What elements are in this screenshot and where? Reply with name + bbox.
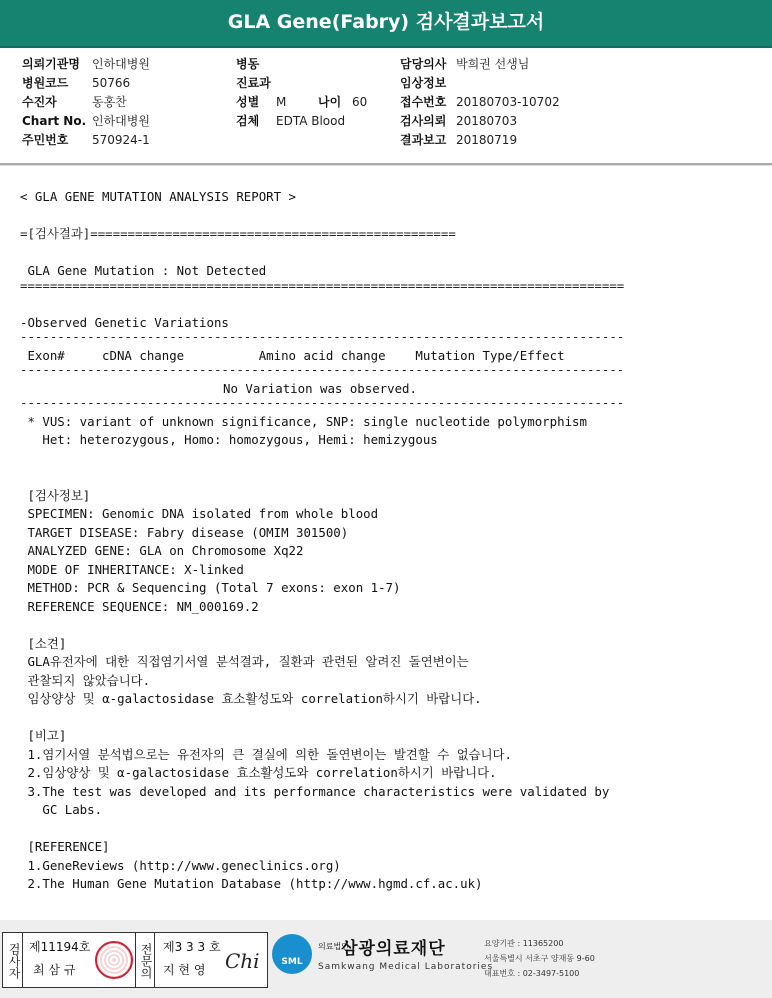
header-value: 20180719 (456, 133, 518, 147)
specialist-signature: Chi (225, 949, 260, 973)
org-english-name: Samkwang Medical Laboratories (318, 962, 494, 972)
signature-box (2, 932, 268, 988)
header-row-specimen (236, 112, 367, 131)
header-col-2 (236, 55, 367, 131)
examiner-license: 제11194호 (29, 940, 91, 954)
report-body (20, 188, 760, 894)
header-row-patient (22, 93, 150, 112)
header-label: 병동 (236, 57, 260, 71)
logo-text: SML (281, 957, 303, 967)
org-type-label: 의료법인 (318, 941, 349, 951)
header-label: 병원코드 (22, 76, 69, 90)
spacer (20, 468, 760, 487)
no-variation-text: No Variation was observed. (223, 380, 417, 396)
contact-line: 요양기관 : 11365200 (484, 939, 564, 948)
observed-heading: -Observed Genetic Variations (20, 314, 229, 330)
note-line: GC Labs. (20, 802, 103, 817)
header-row-dept (236, 74, 367, 93)
info-heading: [검사정보] (20, 487, 91, 503)
header-row-doctor (400, 55, 560, 74)
header-label: 의뢰기관명 (22, 57, 80, 71)
spacer (20, 295, 760, 314)
header-row-report-date (400, 131, 560, 150)
examiner-name: 최 삼 규 (33, 963, 76, 977)
spacer (20, 616, 760, 635)
header-value: 인하대병원 (92, 57, 150, 71)
header-label: 담당의사 (400, 57, 447, 71)
header-row-request-date (400, 112, 560, 131)
spacer (20, 709, 760, 728)
header-label: 검사의뢰 (400, 114, 447, 128)
header-row-resident-no (22, 131, 150, 150)
header-value: 60 (352, 95, 368, 109)
dash-rule: --------------------------------------------------------------------------------- (20, 329, 625, 344)
contact-line: 대표번호 : 02-3497-5100 (484, 969, 580, 978)
header-value: 20180703-10702 (456, 95, 560, 109)
spacer (20, 820, 760, 839)
header-value: 50766 (92, 76, 131, 90)
header-label: 진료과 (236, 76, 271, 90)
info-line: REFERENCE SEQUENCE: NM_000169.2 (20, 598, 259, 614)
contact-line: 서울특별시 서초구 양재동 9-60 (484, 954, 595, 963)
note-line: 1.염기서열 분석법으로는 유전자의 큰 결실에 의한 돌연변이는 발견할 수 없습니다. (20, 746, 512, 762)
sml-logo-icon (272, 934, 312, 974)
info-line: MODE OF INHERITANCE: X-linked (20, 561, 244, 577)
header-label: 주민번호 (22, 133, 69, 147)
result-line: GLA Gene Mutation : Not Detected (20, 263, 267, 278)
reference-line: 1.GeneReviews (http://www.geneclinics.org) (20, 857, 341, 873)
reference-line: 2.The Human Gene Mutation Database (http://www.hgmd.cf.ac.uk) (20, 876, 483, 891)
header-value: 인하대병원 (92, 114, 150, 128)
header-row-requesting-institution (22, 55, 150, 74)
dash-rule: --------------------------------------------------------------------------------- (20, 362, 625, 377)
spacer (20, 244, 760, 263)
legend-line: * VUS: variant of unknown significance, SNP: single nucleotide polymorphism (20, 413, 587, 429)
specialist-license: 제3 3 3 호 (163, 940, 221, 954)
header-value: EDTA Blood (276, 114, 346, 128)
header-divider-shadow (0, 165, 772, 166)
variation-table-header: Exon# cDNA change Amino acid change Mutation Type/Effect (20, 347, 565, 363)
note-line: 3.The test was developed and its performance characteristics were validated by (20, 783, 610, 799)
note-line: 2.임상양상 및 α-galactosidase 효소활성도와 correlation하시기 바랍니다. (20, 765, 497, 780)
header-label: 나이 (318, 95, 342, 109)
header-label: 수진자 (22, 95, 57, 109)
header-col-1 (22, 55, 150, 150)
header-value: 20180703 (456, 114, 518, 128)
info-line: SPECIMEN: Genomic DNA isolated from whole blood (20, 506, 379, 521)
info-line: METHOD: PCR & Sequencing (Total 7 exons: exon 1-7) (20, 580, 401, 595)
header-row-sex-age (236, 93, 367, 112)
org-name: 삼광의료재단 (341, 939, 446, 959)
header-label: Chart No. (22, 114, 87, 128)
header-row-chart-no (22, 112, 150, 131)
spacer (20, 207, 760, 226)
header-value: M (276, 95, 287, 109)
info-line: ANALYZED GENE: GLA on Chromosome Xq22 (20, 543, 304, 558)
examiner-label: 검사자 (3, 933, 23, 987)
header-row-ward (236, 55, 367, 74)
organization-name (318, 934, 494, 972)
note-heading: [비고] (20, 728, 67, 743)
opinion-heading: [소견] (20, 635, 67, 651)
header-row-receipt-no (400, 93, 560, 112)
report-title: GLA Gene(Fabry) 검사결과보고서 (0, 0, 772, 48)
specialist-name: 지 현 영 (163, 963, 206, 977)
opinion-line: GLA유전자에 대한 직접염기서열 분석결과, 질환과 관련된 알려진 돌연변이는 (20, 654, 469, 669)
header-label: 성별 (236, 95, 260, 109)
contact-info (484, 936, 595, 981)
header-row-hospital-code (22, 74, 150, 93)
info-line: TARGET DISEASE: Fabry disease (OMIM 301500) (20, 524, 349, 540)
header-label: 결과보고 (400, 133, 447, 147)
spacer (20, 450, 760, 469)
legend-line: Het: heterozygous, Homo: homozygous, Hemi: hemizygous (20, 432, 438, 447)
header-col-3 (400, 55, 560, 150)
opinion-line: 임상양상 및 α-galactosidase 효소활성도와 correlation하시기 바랍니다. (20, 691, 482, 706)
dash-rule: --------------------------------------------------------------------------------- (20, 395, 625, 410)
header-label: 임상정보 (400, 76, 447, 90)
result-section-rule: =[검사결과]================================================= (20, 226, 456, 241)
examiner-seal-icon (95, 941, 133, 979)
header-label: 접수번호 (400, 95, 447, 109)
header-value: 박희권 선생님 (456, 57, 530, 71)
specialist-label: 전문의 (135, 933, 155, 987)
header-label: 검체 (236, 114, 260, 128)
header-value: 동홍찬 (92, 95, 127, 109)
double-rule: ================================================================================= (20, 277, 625, 293)
header-row-clinical-info (400, 74, 560, 93)
report-heading: < GLA GENE MUTATION ANALYSIS REPORT > (20, 189, 297, 204)
header-value: 570924-1 (92, 133, 150, 147)
reference-heading: [REFERENCE] (20, 839, 110, 854)
opinion-line: 관찰되지 않았습니다. (20, 672, 151, 688)
